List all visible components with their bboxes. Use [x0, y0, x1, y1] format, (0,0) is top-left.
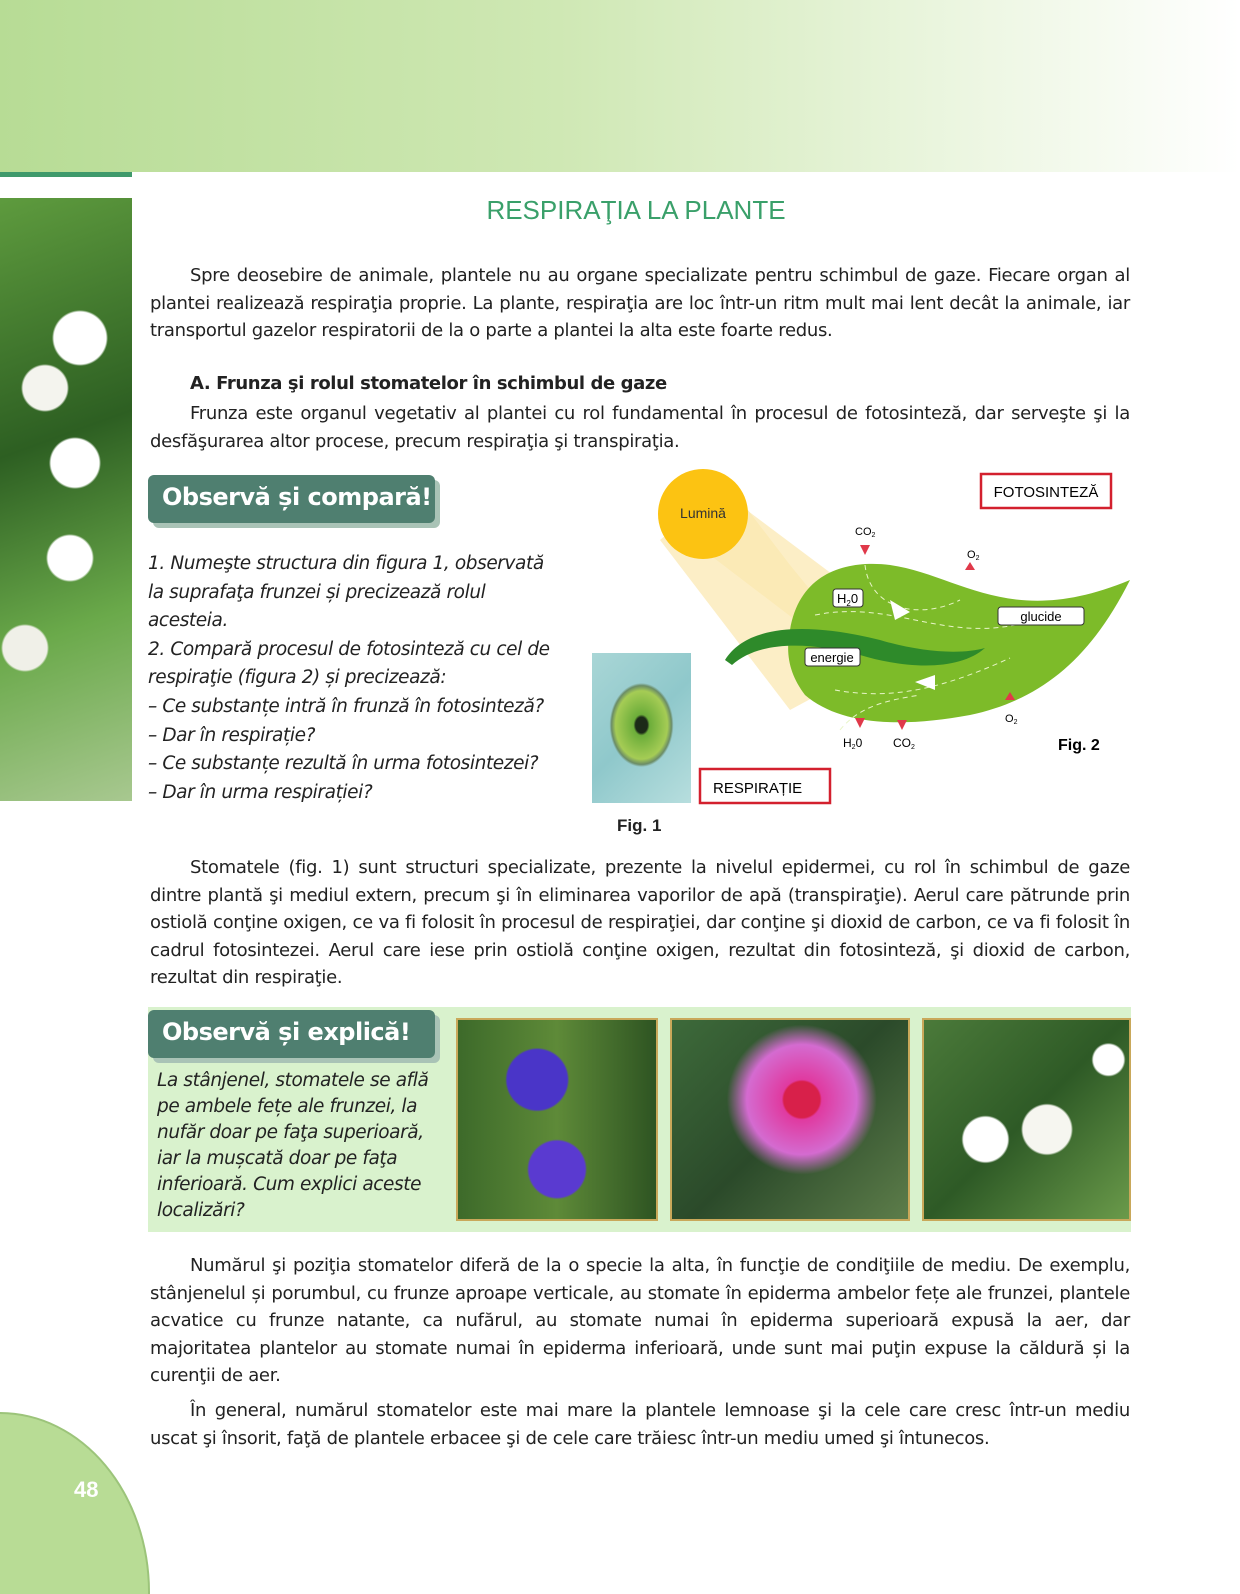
question-line: – Dar în respirație?	[148, 724, 315, 746]
geranium-photo	[922, 1018, 1131, 1221]
page-title: RESPIRAŢIA LA PLANTE	[486, 195, 786, 225]
section-a-heading: A. Frunza şi rolul stomatelor în schimbul de gaze	[190, 373, 667, 394]
photosynthesis-respiration-diagram	[590, 460, 1140, 840]
o2-in-label: O2	[1005, 713, 1018, 726]
page-corner-decoration	[0, 1412, 150, 1594]
intro-text: Spre deosebire de animale, plantele nu au organe specializate pentru schimbul de gaze. Fiecare organ al plantei realizează respiraţia proprie. La plante, respiraţia are loc într-un ritm mult mai lent decât la animale, iar transportul gazelor respiratorii de la o parte a plantei la alta este foarte redus.	[150, 265, 1130, 341]
section-a-text: Frunza este organul vegetativ al plantei cu rol fundamental în procesul de fotosinteză, dar serveşte şi la desfăşurarea altor procese, precum respiraţia şi transpiraţia.	[150, 403, 1130, 452]
stomata-paragraph	[150, 854, 1130, 992]
fotosinteza-label: FOTOSINTEZĂ	[993, 484, 1099, 501]
iris-photo	[456, 1018, 658, 1221]
light-label: Lumină	[680, 505, 726, 521]
question-line: respiraţie (figura 2) și precizează:	[148, 667, 447, 689]
paragraph-3	[150, 1252, 1130, 1390]
co2-in-label: CO2	[855, 526, 876, 539]
question-line: la suprafaţa frunzei și precizează rolul	[148, 581, 486, 603]
question-line: acesteia.	[148, 610, 228, 632]
stomata-text: Stomatele (fig. 1) sunt structuri specializate, prezente la nivelul epidermei, cu rol în schimbul de gaze dintre plantă şi mediul extern, precum şi în eliminarea vaporilor de apă (transpiraţie). Aerul care pătrunde prin ostiolă conţine oxigen, ce va fi folosit în procesul de respiraţiei, dar conţine şi dioxid de carbon, ce va fi folosit în cadrul fotosintezei. Aerul care iese prin ostiolă conţine oxigen, rezultat din fotosinteză, şi dioxid de carbon, rezultat din respiraţie.	[150, 857, 1130, 988]
paragraph-3-text: Numărul şi poziţia stomatelor diferă de la o specie la alta, în funcţie de condiţiile de mediu. De exemplu, stânjenelul și porumbul, cu frunze aproape verticale, au stomate în epiderma ambelor fețe ale frunzei, plantele acvatice cu frunze natante, ca nufărul, au stomate numai în epiderma superioară expusă la aer, dar majoritatea plantelor au stomate numai în epiderma inferioară, unde sunt mai puţin expuse la căldură și la curenţii de aer.	[150, 1255, 1130, 1386]
observe-explain-label: Observă și explică!	[148, 1010, 435, 1058]
h2o-out-label: H20	[843, 736, 863, 751]
page-number: 48	[74, 1477, 99, 1502]
question-line: – Dar în urma respirației?	[148, 781, 373, 803]
glucide-label: glucide	[1020, 609, 1062, 624]
section-a-paragraph	[150, 400, 1130, 455]
jasmine-photo-strip	[0, 198, 132, 801]
intro-paragraph	[150, 262, 1130, 345]
o2-out-label: O2	[967, 549, 980, 562]
fig2-caption: Fig. 2	[1058, 737, 1100, 754]
water-lily-photo	[670, 1018, 910, 1221]
question-line: – Ce substanțe intră în frunză în fotosinteză?	[148, 695, 544, 717]
observe-compare-label: Observă și compară!	[148, 475, 435, 523]
respiratie-label: RESPIRAȚIE	[713, 780, 803, 797]
question-line: 2. Compară procesul de fotosinteză cu cel de	[148, 638, 550, 660]
question-line: 1. Numeşte structura din figura 1, observată	[148, 553, 544, 574]
header-rule	[0, 172, 132, 177]
co2-out-label: CO2	[893, 736, 915, 751]
question-line: – Ce substanțe rezultă în urma fotosintezei?	[148, 753, 539, 775]
header-banner	[0, 0, 1240, 172]
observe-explain-text: La stânjenel, stomatele se află pe ambele fețe ale frunzei, la nufăr doar pe faţa superioară, iar la mușcată doar pe faţa inferioară. Cum explici aceste localizări?	[157, 1070, 429, 1221]
h2o-label: $H_20$	[837, 591, 859, 608]
fig1-caption: Fig. 1	[617, 816, 662, 835]
questions	[148, 550, 588, 807]
paragraph-4-text: În general, numărul stomatelor este mai mare la plantele lemnoase şi la cele care cresc într-un mediu uscat şi însorit, faţă de plantele erbacee şi de cele care trăiesc într-un mediu umed şi întunecos.	[150, 1400, 1130, 1449]
energie-label: energie	[810, 650, 854, 665]
paragraph-4	[150, 1397, 1130, 1452]
